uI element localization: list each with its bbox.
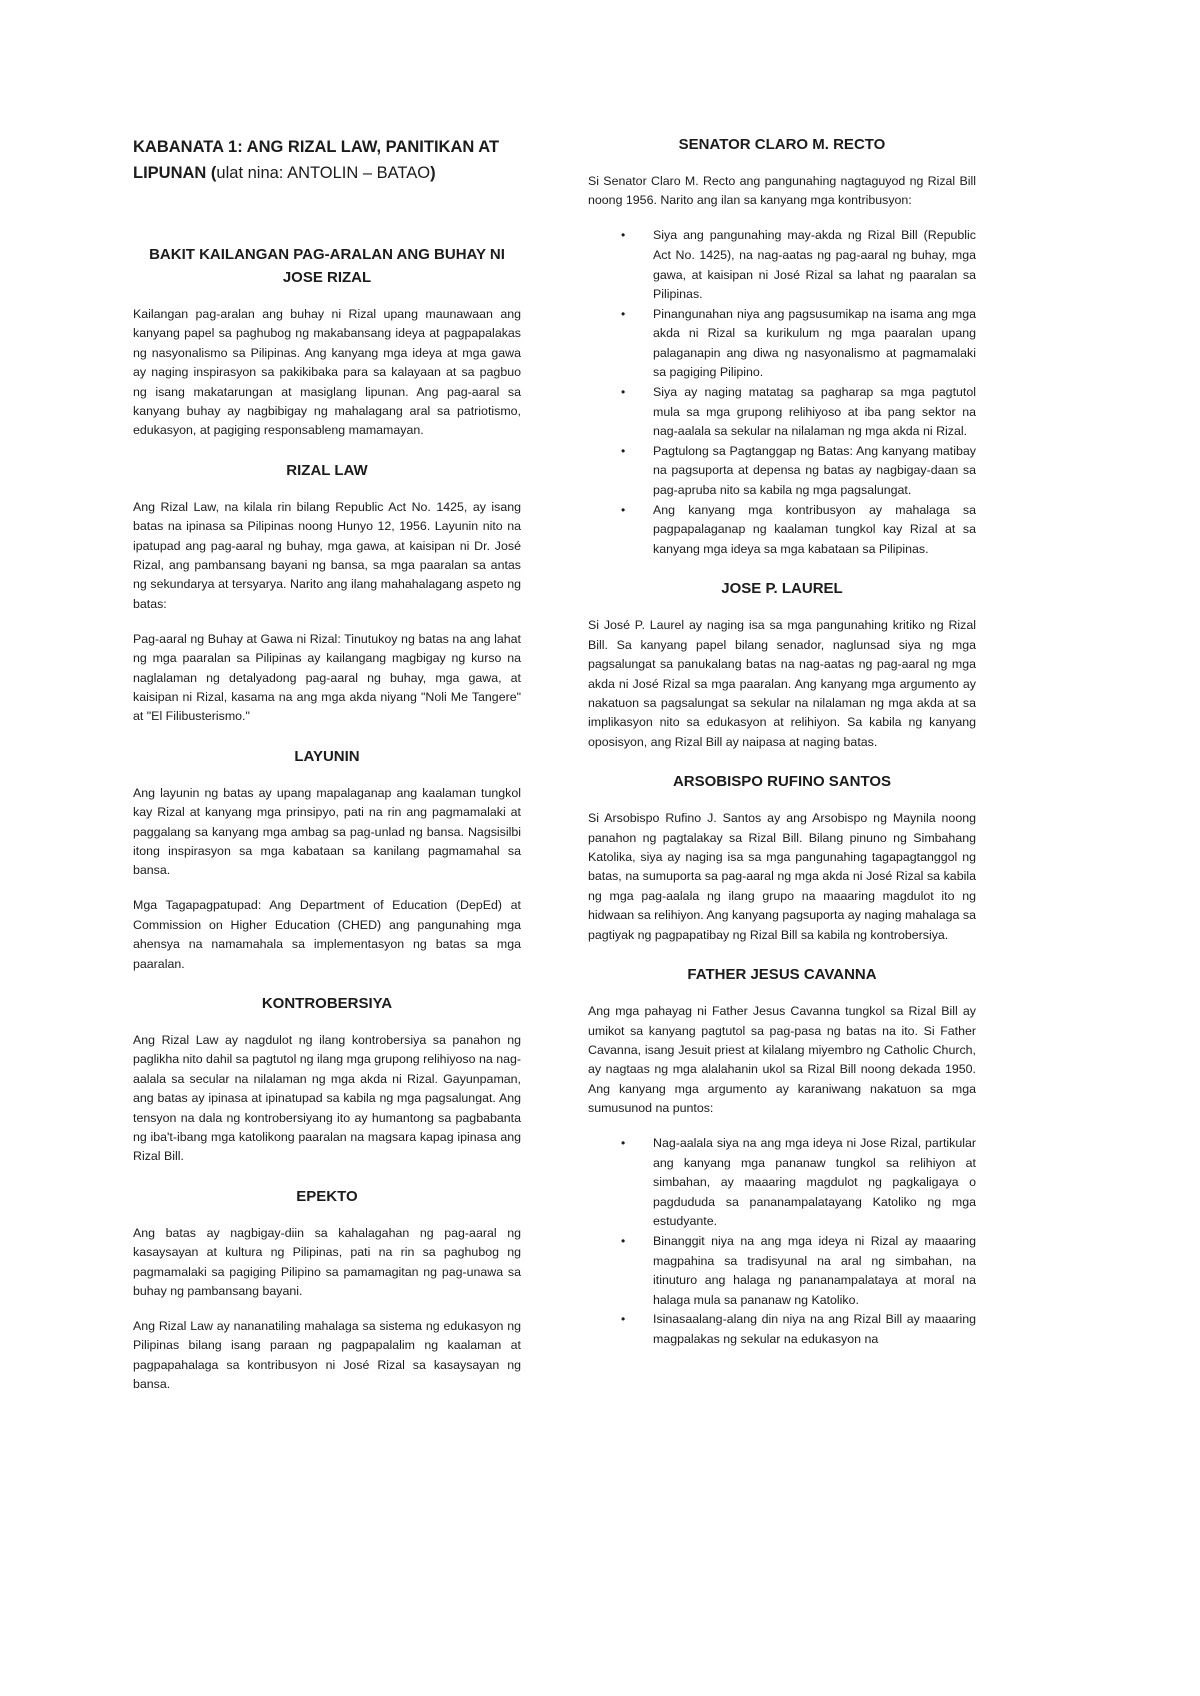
bullet-icon <box>621 305 625 325</box>
paragraph: Ang batas ay nagbigay-diin sa kahalagahan ng pag-aaral ng kasaysayan at kultura ng Pilipinas, pati na rin sa paghubog ng pagmamalaki sa pagiging Pilipino sa pamamagitan ng pag-unawa sa buhay ng pambansang bayani. <box>133 1225 521 1299</box>
paragraph: Si Arsobispo Rufino J. Santos ay ang Arsobispo ng Maynila noong panahon ng pagtalakay sa Rizal Bill. Bilang pinuno ng Simbahang Katolika, siya ay naging isa sa mga pangunahing tagapagtanggol ng batas, na sumuporta sa pag-aaral ng mga akda ni José Rizal sa kabila ng mga pag-aalala ng ilang grupo na maaaring magdulot ito ng hidwaan sa relihiyon. Ang kanyang pagsuporta ay naging mahalaga sa pagtiyak ng pagpapatibay ng Rizal Bill sa kabila ng kontrobersiya. <box>588 811 976 942</box>
list-item-text: Pinangunahan niya ang pagsusumikap na isama ang mga akda ni Rizal sa kurikulum ng mga paaralan upang palaganapin ang diwa ng nasyonalismo at pagmamalaki sa pagiging Pilipino. <box>653 306 976 380</box>
section-bakit-kailangan <box>133 243 521 441</box>
bullet-icon <box>621 1232 625 1252</box>
bullet-icon <box>621 442 625 462</box>
section-rizal-law <box>133 459 521 727</box>
list-item <box>653 442 976 501</box>
list-item-text: Nag-aalala siya na ang mga ideya ni Jose Rizal, partikular ang kanyang mga pananaw tungkol sa relihiyon at simbahan, ay maaaring magdulot ng pagkaligaya o pagdududa sa pananampalatayang Katoliko ng mga estudyante. <box>653 1136 976 1229</box>
section-epekto <box>133 1185 521 1395</box>
section-heading: EPEKTO <box>296 1187 358 1205</box>
paragraph: Ang Rizal Law ay nananatiling mahalaga sa sistema ng edukasyon ng Pilipinas bilang isang paraan ng pagpapalalim ng kaalaman at pagpapahalaga sa kontribusyon ni José Rizal sa kasaysayan ng bansa. <box>133 1318 521 1392</box>
section-jose-laurel <box>588 577 976 752</box>
paragraph: Mga Tagapagpatupad: Ang Department of Education (DepEd) at Commission on Higher Education (CHED) ang pangunahing mga ahensya na namamahala sa implementasyon ng batas sa mga paaralan. <box>133 898 521 971</box>
section-heading: RIZAL LAW <box>286 461 368 479</box>
section-heading: FATHER JESUS CAVANNA <box>687 966 877 984</box>
list-item <box>653 226 976 304</box>
paragraph: Si Senator Claro M. Recto ang pangunahing nagtaguyod ng Rizal Bill noong 1956. Narito ang ilan sa kanyang mga kontribusyon: <box>588 174 976 208</box>
paragraph: Pag-aaral ng Buhay at Gawa ni Rizal: Tinutukoy ng batas na ang lahat ng mga paaralan sa Pilipinas ay kailangang magbigay ng kurso na naglalaman ng detalyadong pag-aaral ng buhay, mga gawa, at kaisipan ni Rizal, kasama na ang mga akda niyang "Noli Me Tangere" at "El Filibusterismo." <box>133 631 521 724</box>
list-item <box>653 1232 976 1310</box>
section-heading: JOSE P. LAUREL <box>721 580 843 598</box>
list-item <box>653 1134 976 1232</box>
section-heading: KONTROBERSIYA <box>261 994 393 1012</box>
right-column <box>588 133 976 1365</box>
section-jesus-cavanna <box>588 963 976 1349</box>
bullet-icon <box>621 1134 625 1154</box>
list-item <box>653 1310 976 1349</box>
bullet-list <box>588 1134 976 1350</box>
list-item-text: Ang kanyang mga kontribusyon ay mahalaga sa pagpapalaganap ng kaalaman tungkol kay Rizal at sa kanyang mga ideya sa mga kabataan sa Pilipinas. <box>653 502 976 556</box>
section-heading: ARSOBISPO RUFINO SANTOS <box>672 773 892 791</box>
chapter-title-close: ) <box>430 164 436 182</box>
paragraph: Si José P. Laurel ay naging isa sa mga pangunahing kritiko ng Rizal Bill. Sa kanyang papel bilang senador, naglunsad siya ng mga pagsalungat sa panukalang batas na nag-aatas ng pag-aaral ng mga akda ni José Rizal sa mga paaralan. Ang kanyang mga argumento ay nakatuon sa pagsalungat sa sekular na nilalaman ng mga akda at sa implikasyon nito sa edukasyon at relihiyon. Sa kabila ng kanyang oposisyon, ang Rizal Bill ay naipasa at naging batas. <box>588 618 976 749</box>
bullet-icon <box>621 1310 625 1330</box>
list-item <box>653 501 976 560</box>
section-heading: BAKIT KAILANGAN PAG-ARALAN ANG BUHAY NI JOSE RIZAL <box>149 246 505 286</box>
list-item-text: Binanggit niya na ang mga ideya ni Rizal ay maaaring magpahina sa tradisyunal na aral ng simbahan, na itinuturo ang halaga ng pananampalataya at moral na halaga mula sa pananaw ng Katoliko. <box>653 1234 976 1307</box>
bullet-list <box>588 226 976 559</box>
section-heading: LAYUNIN <box>294 747 360 765</box>
list-item-text: Siya ang pangunahing may-akda ng Rizal Bill (Republic Act No. 1425), na nag-aatas ng pag-aaral ng buhay, mga gawa, at kaisipan ni José Rizal sa lahat ng paaralan sa Pilipinas. <box>653 228 976 302</box>
section-layunin <box>133 745 521 974</box>
paragraph: Ang layunin ng batas ay upang mapalaganap ang kaalaman tungkol kay Rizal at kanyang mga prinsipyo, pati na rin ang pagmamalaki at paggalang sa kanyang mga ambag sa pag-unlad ng bansa. Nagsisilbi itong inspirasyon sa mga kabataan sa kanilang pagmamahal sa bansa. <box>133 785 521 878</box>
report-authors-note: ulat nina: ANTOLIN – BATAO <box>216 164 431 182</box>
paragraph: Ang Rizal Law, na kilala rin bilang Republic Act No. 1425, ay isang batas na ipinasa sa Pilipinas noong Hunyo 12, 1956. Layunin nito na ipatupad ang pag-aaral ng buhay, mga gawa, at kaisipan ni Dr. José Rizal, ang pambansang bayani ng bansa, sa mga paaralan sa antas ng sekundarya at tersyarya. Narito ang ilang mahahalagang aspeto ng batas: <box>133 499 521 611</box>
bullet-icon <box>621 501 625 521</box>
section-claro-recto <box>588 133 976 559</box>
section-rufino-santos <box>588 770 976 945</box>
paragraph: Kailangan pag-aralan ang buhay ni Rizal upang maunawaan ang kanyang papel sa paghubog ng makabansang ideya at pagpapalakas ng nasyonalismo sa Pilipinas. Ang kanyang mga ideya at mga gawa ay naging inspirasyon sa pakikibaka para sa kalayaan at sa pagbuo ng isang makatarungan at masiglang lipunan. Ang pag-aaral sa kanyang buhay ay nagbibigay ng mahalagang aral sa patriotismo, edukasyon, at pagiging responsableng mamamayan. <box>133 307 521 438</box>
list-item <box>653 305 976 383</box>
section-kontrobersiya <box>133 992 521 1167</box>
list-item-text: Siya ay naging matatag sa pagharap sa mga pagtutol mula sa mga grupong relihiyoso at iba pang sektor na nag-aalala sa sekular na nilalaman ng mga akda ni Rizal. <box>653 385 976 439</box>
bullet-icon <box>621 383 625 403</box>
section-heading: SENATOR CLARO M. RECTO <box>678 136 886 153</box>
chapter-title-main: KABANATA 1: ANG RIZAL LAW, PANITIKAN AT LIPUNAN ( <box>133 138 500 182</box>
list-item-text: Isinasaalang-alang din niya na ang Rizal Bill ay maaaring magpalakas ng sekular na edukasyon na <box>653 1312 976 1346</box>
list-item-text: Pagtulong sa Pagtanggap ng Batas: Ang kanyang matibay na pagsuporta at depensa ng batas ay nagbigay-daan sa pag-apruba nito sa kabila ng mga pagsalungat. <box>653 443 976 498</box>
left-column <box>133 134 521 1410</box>
paragraph: Ang Rizal Law ay nagdulot ng ilang kontrobersiya sa panahon ng paglikha nito dahil sa pagtutol ng ilang mga grupong relihiyoso na nag-aalala sa secular na nilalaman ng mga akda ni Rizal. Gayunpaman, ang batas ay ipinasa at ipinatupad sa kabila ng mga pagsalungat. Ang tensyon na dala ng kontrobersiyang ito ay humantong sa pagbabanta ng iba't-ibang mga katolikong paaralan na magsara kapag ipinasa ang Rizal Bill. <box>133 1032 521 1164</box>
bullet-icon <box>621 226 625 246</box>
paragraph: Ang mga pahayag ni Father Jesus Cavanna tungkol sa Rizal Bill ay umikot sa kanyang pagtutol sa pag-pasa ng batas na ito. Si Father Cavanna, isang Jesuit priest at kilalang miyembro ng Catholic Church, ay nagtaas ng mga alalahanin ukol sa Rizal Bill noong dekada 1950. Ang kanyang mga argumento ay karaniwang nakatuon sa mga sumusunod na puntos: <box>588 1004 976 1116</box>
chapter-title <box>133 134 521 186</box>
list-item <box>653 383 976 442</box>
